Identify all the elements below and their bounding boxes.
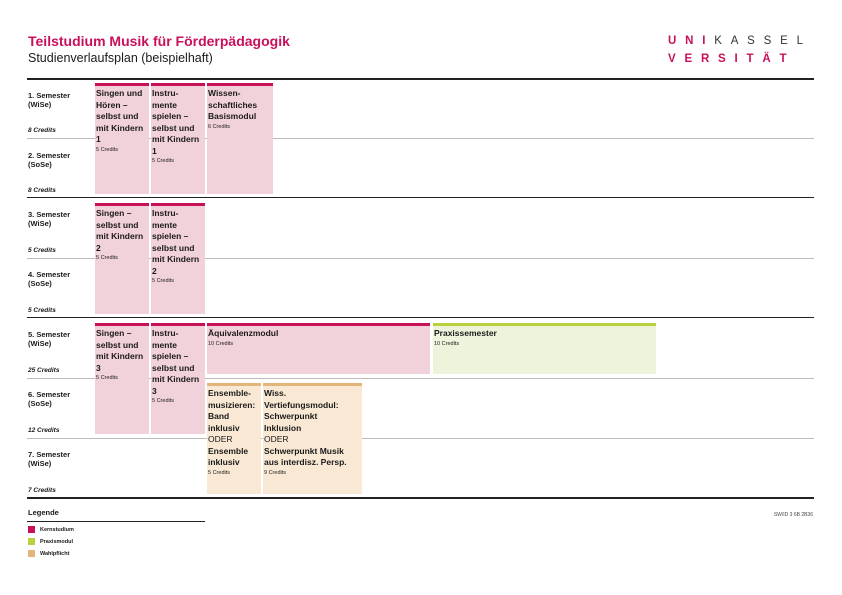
module-singen-3[interactable]: Singen – selbst und mit Kindern 3 5 Credits [95, 323, 149, 434]
semester-2-credits: 8 Credits [28, 187, 56, 194]
module-credits: 5 Credits [152, 278, 175, 284]
module-credits: 5 Credits [152, 158, 175, 164]
year-divider [27, 197, 814, 198]
year-divider [27, 317, 814, 318]
university-logo [668, 32, 812, 68]
swatch-icon [28, 538, 35, 545]
module-aequivalenzmodul[interactable]: Äquivalenzmodul 10 Credits [207, 323, 430, 374]
semester-1-credits: 8 Credits [28, 127, 56, 134]
legend-item-praxismodul: Praxismodul [28, 538, 73, 545]
module-singen-2[interactable]: Singen – selbst und mit Kindern 2 5 Credits [95, 203, 149, 314]
logo-versitaet: VERSITÄT [668, 53, 796, 65]
legend-item-wahlpflicht: Wahlpflicht [28, 550, 69, 557]
module-credits: 5 Credits [152, 398, 175, 404]
logo-kassel: KASSEL [714, 35, 812, 47]
oder-label: ODER [264, 434, 289, 444]
semester-6-label: 6. Semester (SoSe) [28, 390, 71, 408]
module-credits: 5 Credits [208, 469, 231, 476]
module-credits: 10 Credits [434, 340, 460, 347]
semester-4-label: 4. Semester (SoSe) [28, 270, 71, 288]
semester-divider [27, 438, 814, 439]
semester-5-credits: 25 Credits [28, 367, 60, 374]
module-credits: 6 Credits [208, 123, 231, 130]
semester-6-credits: 12 Credits [28, 427, 60, 434]
module-praxissemester[interactable]: Praxissemester 10 Credits [433, 323, 656, 374]
module-basismodul[interactable]: Wissen- schaftliches Basismodul 6 Credits [207, 83, 273, 194]
semester-5-label: 5. Semester (WiSe) [28, 330, 71, 348]
legend-item-kernstudium: Kernstudium [28, 526, 74, 533]
swatch-icon [28, 550, 35, 557]
module-credits: 9 Credits [264, 469, 287, 476]
semester-7-label: 7. Semester (WiSe) [28, 450, 71, 468]
module-singen-1[interactable]: Singen und Hören – selbst und mit Kindern 1 5 Credits [95, 83, 149, 194]
semester-7-credits: 7 Credits [28, 487, 56, 494]
module-credits: 5 Credits [96, 375, 119, 381]
top-rule [27, 78, 814, 80]
module-vertiefungsmodul[interactable]: Wiss. Vertiefungsmodul: Schwerpunkt Inklusion ODER Schwerpunkt Musik aus interdisz. Persp. 9 Credits [263, 383, 362, 494]
semester-1-label: 1. Semester (WiSe) [28, 91, 71, 109]
semester-2-label: 2. Semester (SoSe) [28, 151, 71, 169]
page-subtitle: Studienverlaufsplan (beispielhaft) [28, 51, 213, 65]
semester-3-credits: 5 Credits [28, 247, 56, 254]
module-credits: 10 Credits [208, 340, 234, 347]
semester-3-label: 3. Semester (WiSe) [28, 210, 71, 228]
module-ensemble[interactable]: Ensemble- musizieren: Band inklusiv ODER Ensemble inklusiv 5 Credits [207, 383, 261, 494]
module-instrumente-2[interactable]: Instru- mente spielen – selbst und mit Kindern 2 5 Credits [151, 203, 205, 314]
legend-rule [27, 521, 205, 522]
module-instrumente-1[interactable]: Instru- mente spielen – selbst und mit Kindern 1 5 Credits [151, 83, 205, 194]
page-title: Teilstudium Musik für Förderpädagogik [28, 33, 290, 49]
oder-label: ODER [208, 434, 233, 444]
module-credits: 5 Credits [96, 146, 119, 153]
swatch-icon [28, 526, 35, 533]
module-instrumente-3[interactable]: Instru- mente spielen – selbst und mit Kindern 3 5 Credits [151, 323, 205, 434]
module-credits: 5 Credits [96, 255, 119, 261]
logo-uni: UNI [668, 35, 715, 47]
semester-4-credits: 5 Credits [28, 307, 56, 314]
legend-title: Legende [28, 508, 59, 517]
bottom-rule [27, 497, 814, 499]
document-reference: SW/ID 3 6B 2B36 [773, 512, 813, 518]
